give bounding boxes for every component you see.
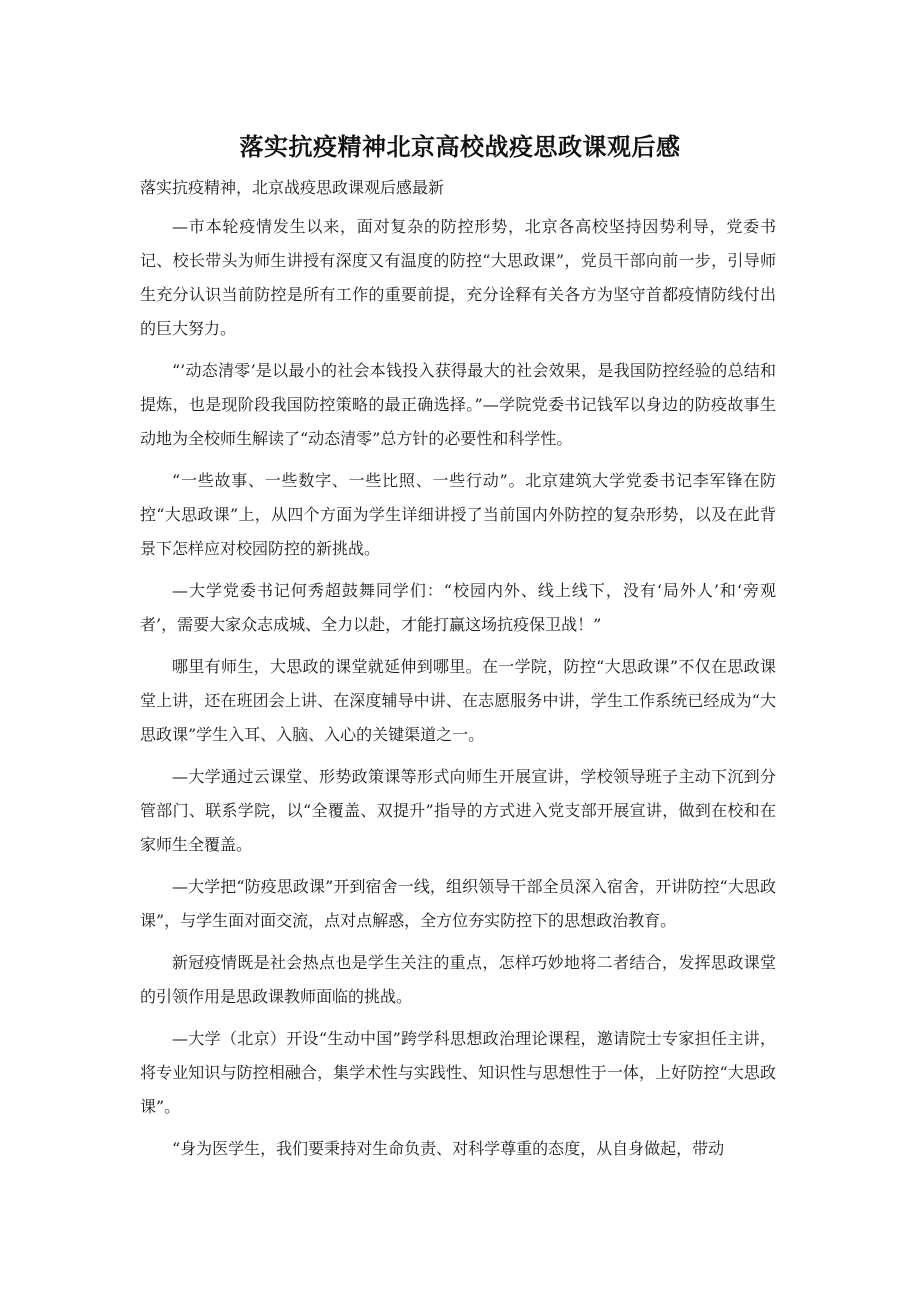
paragraph-2: “’动态清零’是以最小的社会本钱投入获得最大的社会效果，是我国防控经验的总结和提炼，也是现阶段我国防控策略的最正确选择。”—学院党委书记钱军以身边的防疫故事生动地为全校师生解读了“动态清零”总方针的必要性和科学性。: [140, 361, 776, 448]
paragraph-6: —大学通过云课堂、形势政策课等形式向师生开展宣讲，学校领导班子主动下沉到分管部门、联系学院，以“全覆盖、双提升”指导的方式进入党支部开展宣讲，做到在校和在家师生全覆盖。: [140, 767, 776, 854]
paragraph-9: —大学（北京）开设“生动中国”跨学科思想政治理论课程，邀请院士专家担任主讲，将专业知识与防控相融合，集学术性与实践性、知识性与思想性于一体，上好防控“大思政课”。: [140, 1029, 776, 1116]
paragraph-3: “一些故事、一些数字、一些比照、一些行动”。北京建筑大学党委书记李军锋在防控“大思政课”上，从四个方面为学生详细讲授了当前国内外防控的复杂形势，以及在此背景下怎样应对校园防控的新挑战。: [140, 471, 776, 558]
paragraph-10: “身为医学生，我们要秉持对生命负责、对科学尊重的态度，从自身做起，带动: [172, 1139, 725, 1158]
paragraph-4: —大学党委书记何秀超鼓舞同学们：“校园内外、线上线下，没有‘局外人’和‘旁观者’，需要大家众志成城、全力以赴，才能打赢这场抗疫保卫战！”: [140, 581, 776, 634]
document-body: [140, 210, 776, 1174]
paragraph-1: —市本轮疫情发生以来，面对复杂的防控形势，北京各高校坚持因势利导，党委书记、校长带头为师生讲授有深度又有温度的防控“大思政课”，党员干部向前一步，引导师生充分认识当前防控是所有工作的重要前提，充分诠释有关各方为坚守首都疫情防线付出的巨大努力。: [140, 217, 776, 338]
paragraph-5: 哪里有师生，大思政的课堂就延伸到哪里。在一学院，防控“大思政课”不仅在思政课堂上讲，还在班团会上讲、在深度辅导中讲、在志愿服务中讲，学生工作系统已经成为“大思政课”学生入耳、入脑、入心的关键渠道之一。: [140, 657, 776, 744]
document-title: 落实抗疫精神北京高校战疫思政课观后感: [239, 133, 681, 161]
document-subtitle: 落实抗疫精神，北京战疫思政课观后感最新: [140, 178, 445, 197]
paragraph-8: 新冠疫情既是社会热点也是学生关注的重点，怎样巧妙地将二者结合，发挥思政课堂的引领作用是思政课教师面临的挑战。: [140, 953, 776, 1006]
paragraph-7: —大学把“防疫思政课”开到宿舍一线，组织领导干部全员深入宿舍，开讲防控“大思政课”，与学生面对面交流，点对点解惑，全方位夯实防控下的思想政治教育。: [140, 877, 776, 930]
